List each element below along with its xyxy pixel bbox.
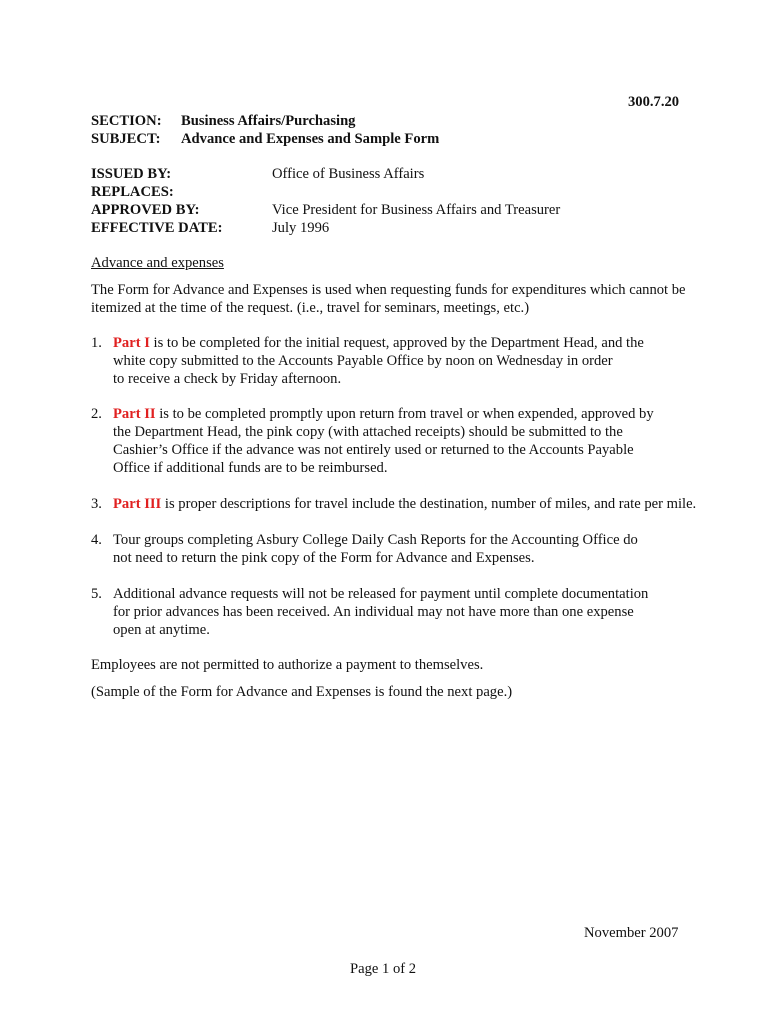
item-text: for prior advances has been received. An individual may not have more than one expense	[113, 604, 634, 620]
intro-paragraph	[91, 281, 711, 317]
item-number: 3.	[91, 496, 102, 512]
item-text: to receive a check by Friday afternoon.	[113, 371, 342, 387]
item-text: is to be completed for the initial request, approved by the Department Head, and the	[149, 335, 644, 351]
list-item	[91, 531, 711, 567]
closing-statement: Employees are not permitted to authorize a payment to themselves.	[91, 657, 484, 673]
sample-note: (Sample of the Form for Advance and Expenses is found the next page.)	[91, 684, 513, 700]
intro-line: The Form for Advance and Expenses is used when requesting funds for expenditures which cannot be	[91, 282, 686, 298]
item-text: the Department Head, the pink copy (with attached receipts) should be submitted to the	[113, 424, 623, 440]
subject-label: SUBJECT:	[91, 131, 161, 147]
issued-by-label: ISSUED BY:	[91, 166, 172, 182]
item-text: Additional advance requests will not be released for payment until complete documentation	[113, 586, 649, 602]
approved-by-label: APPROVED BY:	[91, 202, 200, 218]
part-label: Part I	[113, 335, 150, 351]
section-label: SECTION:	[91, 113, 162, 129]
item-number: 4.	[91, 532, 102, 548]
list-item	[91, 495, 711, 513]
item-text: Office if additional funds are to be reimbursed.	[113, 460, 388, 476]
page-number: Page 1 of 2	[350, 961, 417, 977]
list-item	[91, 334, 711, 388]
footer-date: November 2007	[584, 925, 679, 941]
item-number: 5.	[91, 586, 102, 602]
subject-value: Advance and Expenses and Sample Form	[181, 131, 440, 147]
item-text: open at anytime.	[113, 622, 210, 638]
intro-line: itemized at the time of the request. (i.e., travel for seminars, meetings, etc.)	[91, 300, 530, 316]
effective-date-value: July 1996	[272, 220, 330, 236]
item-number: 2.	[91, 406, 102, 422]
part-label: Part III	[113, 496, 162, 512]
part-label: Part II	[113, 406, 156, 422]
item-text: white copy submitted to the Accounts Payable Office by noon on Wednesday in order	[113, 353, 613, 369]
list-item	[91, 405, 711, 477]
replaces-label: REPLACES:	[91, 184, 174, 200]
item-number: 1.	[91, 335, 102, 351]
item-text: is proper descriptions for travel include the destination, number of miles, and rate per mile.	[161, 496, 697, 512]
document-number: 300.7.20	[628, 94, 680, 110]
item-text: not need to return the pink copy of the Form for Advance and Expenses.	[113, 550, 535, 566]
item-text: Cashier’s Office if the advance was not entirely used or returned to the Accounts Payable	[113, 442, 634, 458]
approved-by-value: Vice President for Business Affairs and Treasurer	[272, 202, 561, 218]
list-item	[91, 585, 711, 639]
item-text: is to be completed promptly upon return from travel or when expended, approved by	[155, 406, 654, 422]
section-value: Business Affairs/Purchasing	[181, 113, 356, 129]
issued-by-value: Office of Business Affairs	[272, 166, 425, 182]
effective-date-label: EFFECTIVE DATE:	[91, 220, 223, 236]
item-text: Tour groups completing Asbury College Daily Cash Reports for the Accounting Office do	[113, 532, 638, 548]
section-heading: Advance and expenses	[91, 255, 224, 271]
